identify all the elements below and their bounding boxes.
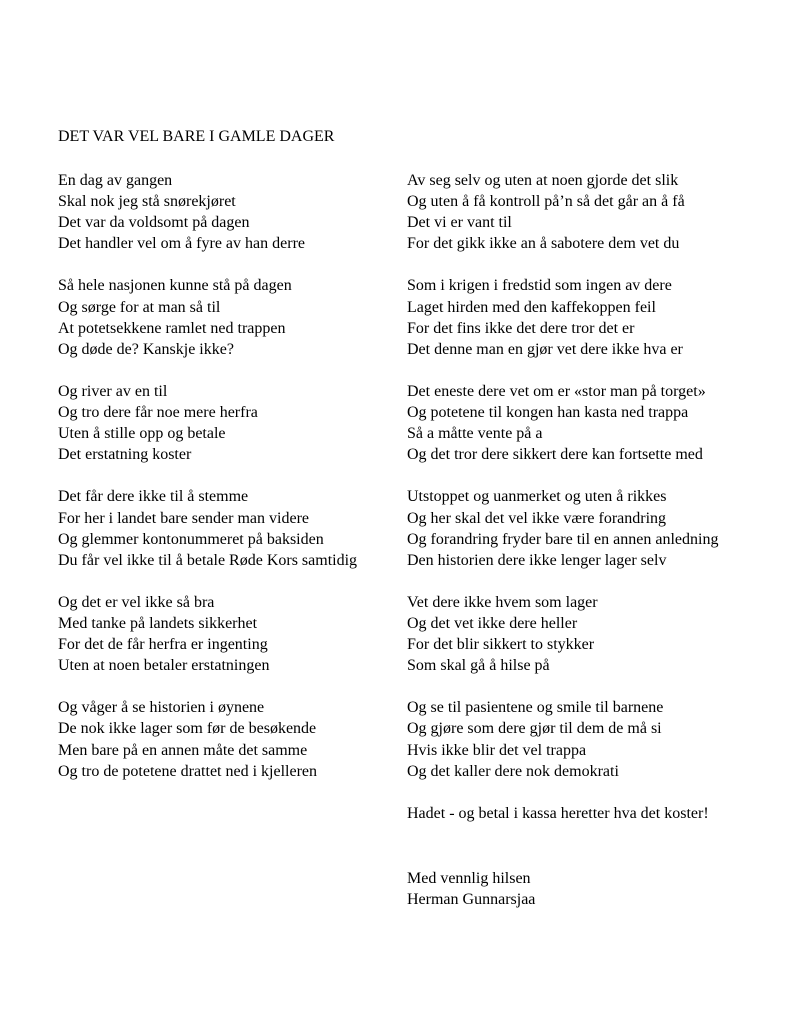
- poem-line: Som i krigen i fredstid som ingen av dere: [407, 277, 672, 295]
- poem-line: At potetsekkene ramlet ned trappen: [58, 319, 286, 337]
- poem-line: Det eneste dere vet om er «stor man på torget»: [407, 382, 706, 400]
- left-stanza: [58, 381, 398, 465]
- right-stanza: [407, 592, 797, 676]
- poem-line: Og river av en til: [58, 382, 168, 400]
- poem-line: Og det er vel ikke så bra: [58, 593, 215, 611]
- poem-title: DET VAR VEL BARE I GAMLE DAGER: [58, 128, 335, 145]
- poem-line: Så hele nasjonen kunne stå på dagen: [58, 277, 292, 295]
- poem-line: Og potetene til kongen han kasta ned trappa: [407, 404, 689, 422]
- poem-line: En dag av gangen: [58, 172, 173, 189]
- poem-line: Det denne man en gjør vet dere ikke hva er: [407, 340, 683, 358]
- right-stanza: [407, 803, 797, 824]
- poem-line: Av seg selv og uten at noen gjorde det slik: [407, 172, 679, 189]
- poem-line: Og glemmer kontonummeret på baksiden: [58, 530, 324, 548]
- left-stanza: [58, 170, 398, 254]
- poem-line: Og her skal det vel ikke være forandring: [407, 509, 667, 527]
- poem-line: Det får dere ikke til å stemme: [58, 488, 249, 506]
- poem-line: Skal nok jeg stå snørekjøret: [58, 193, 236, 211]
- left-column: [58, 170, 398, 803]
- signature-name: Herman Gunnarsjaa: [407, 891, 536, 909]
- poem-line: Og tro de potetene drattet ned i kjelleren: [58, 762, 318, 780]
- right-stanza: [407, 170, 797, 254]
- right-column: [407, 170, 797, 845]
- poem-line: For det gikk ikke an å sabotere dem vet du: [407, 235, 680, 253]
- poem-line: For det de får herfra er ingenting: [58, 636, 268, 654]
- poem-line: For det fins ikke det dere tror det er: [407, 319, 635, 337]
- poem-line: Og se til pasientene og smile til barnene: [407, 699, 664, 717]
- closing-signature: [407, 868, 535, 910]
- poem-line: For her i landet bare sender man videre: [58, 509, 310, 527]
- poem-line: Utstoppet og uanmerket og uten å rikkes: [407, 488, 667, 506]
- poem-line: Med tanke på landets sikkerhet: [58, 614, 258, 632]
- poem-line: Det handler vel om å fyre av han derre: [58, 235, 305, 253]
- poem-line: Så a måtte vente på a: [407, 425, 543, 443]
- poem-line: Og døde de? Kanskje ikke?: [58, 340, 234, 358]
- left-stanza: [58, 275, 398, 359]
- left-stanza: [58, 697, 398, 781]
- poem-line: Den historien dere ikke lenger lager selv: [407, 551, 667, 569]
- poem-line: Og tro dere får noe mere herfra: [58, 404, 258, 422]
- closing-greeting: Med vennlig hilsen: [407, 870, 531, 887]
- poem-line: De nok ikke lager som før de besøkende: [58, 720, 317, 738]
- right-stanza: [407, 381, 797, 465]
- poem-line: Uten at noen betaler erstatningen: [58, 657, 270, 675]
- poem-line: Og det kaller dere nok demokrati: [407, 762, 619, 780]
- poem-line: Det vi er vant til: [407, 214, 512, 232]
- left-stanza: [58, 592, 398, 676]
- poem-line: Men bare på en annen måte det samme: [58, 741, 308, 759]
- poem-line: Uten å stille opp og betale: [58, 425, 226, 443]
- poem-line: Hadet - og betal i kassa heretter hva det koster!: [407, 804, 709, 822]
- poem-line: Vet dere ikke hvem som lager: [407, 593, 598, 611]
- poem-line: Og gjøre som dere gjør til dem de må si: [407, 720, 662, 738]
- poem-line: Det erstatning koster: [58, 446, 192, 464]
- right-stanza: [407, 697, 797, 781]
- left-stanza: [58, 486, 398, 570]
- right-stanza: [407, 275, 797, 359]
- poem-line: Og våger å se historien i øynene: [58, 699, 265, 717]
- poem-line: Det var da voldsomt på dagen: [58, 214, 250, 232]
- poem-line: Og det vet ikke dere heller: [407, 614, 578, 632]
- poem-line: For det blir sikkert to stykker: [407, 636, 595, 654]
- poem-line: Og uten å få kontroll på’n så det går an å få: [407, 193, 685, 211]
- right-stanza: [407, 486, 797, 570]
- poem-line: Hvis ikke blir det vel trappa: [407, 741, 587, 759]
- poem-line: Som skal gå å hilse på: [407, 657, 550, 675]
- poem-line: Og sørge for at man så til: [58, 298, 221, 316]
- poem-line: Og forandring fryder bare til en annen anledning: [407, 530, 719, 548]
- poem-line: Du får vel ikke til å betale Røde Kors samtidig: [58, 551, 358, 569]
- poem-line: Og det tror dere sikkert dere kan fortsette med: [407, 446, 703, 464]
- poem-line: Laget hirden med den kaffekoppen feil: [407, 298, 656, 316]
